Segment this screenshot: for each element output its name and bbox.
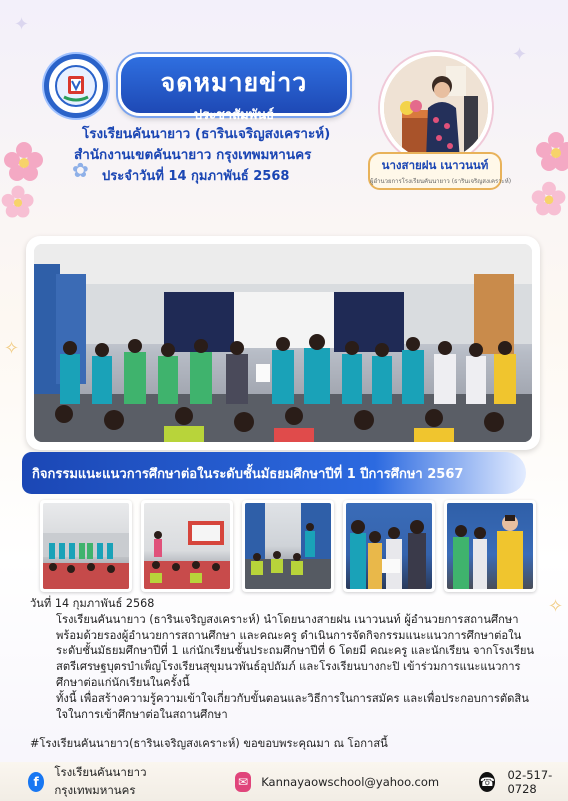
activity-photo-4 (343, 500, 435, 592)
director-position: ผู้อำนวยการโรงเรียนคันนายาว (ธารินเจริญสงเคราะห์) (370, 178, 512, 185)
director-name-box (368, 152, 512, 190)
activity-photo-2 (141, 500, 233, 592)
activity-photo-1 (40, 500, 132, 592)
sparkle-icon: ✦ (14, 14, 30, 35)
flower-decoration-right-top (534, 130, 568, 174)
article-paragraph: ทั้งนี้ เพื่อสร้างความรู้ความเข้าใจเกี่ยวกับขั้นตอนและวิธีการในการสมัคร และเพื่อประกอบการตัดสินใจในการเข้าศึกษาต่อในสถานศึกษา (56, 691, 529, 721)
activity-photo-5 (444, 500, 536, 592)
footer-contact-bar (0, 762, 568, 801)
school-logo (44, 54, 108, 118)
issue-date: ประจำวันที่ 14 กุมภาพันธ์ 2568 (102, 169, 290, 184)
school-name: โรงเรียนคันนายาว (ธารินเจริญสงเคราะห์) (82, 126, 331, 142)
sparkle-icon: ✧ (4, 338, 20, 359)
newsletter-title-box (118, 54, 350, 123)
article-date: วันที่ 14 กุมภาพันธ์ 2568 (30, 597, 155, 610)
article-hashtag: #โรงเรียนคันนายาว(ธารินเจริญสงเคราะห์) ขอขอบพระคุณมา ณ โอกาสนี้ (30, 737, 388, 751)
main-activity-photo (34, 244, 532, 442)
phone-icon[interactable]: ☎ (479, 772, 495, 792)
newsletter-title: จดหมายข่าว (160, 68, 308, 97)
district-name: สำนักงานเขตคันนายาว กรุงเทพมหานคร (74, 147, 312, 163)
school-emblem-icon (54, 64, 98, 108)
flower-decoration-left-bottom (0, 184, 36, 220)
director-name: นางสายฝน เนาวนนท์ (381, 158, 489, 172)
director-portrait (380, 52, 492, 164)
phone-number[interactable]: 02-517-0728 (507, 767, 553, 796)
sparkle-icon: ✧ (548, 596, 564, 617)
facebook-page-link[interactable]: โรงเรียนคันนายาว กรุงเทพมหานคร (54, 764, 147, 797)
activity-banner (22, 452, 526, 494)
flower-decoration-left-top (2, 140, 46, 184)
main-photo-frame (26, 236, 540, 450)
facebook-icon[interactable]: f (28, 772, 44, 792)
flower-decoration-right-bottom (530, 180, 568, 218)
article-paragraph: โรงเรียนคันนายาว (ธารินเจริญสงเคราะห์) นำโดยนางสายฝน เนาวนนท์ ผู้อำนวยการสถานศึกษา พร้อมด้วยรองผู้อำนวยการสถานศึกษา และคณะครู ดำเนินการจัดกิจกรรมแนะแนวการศึกษาต่อในระดับชั้นมัธยมศึกษาปีที่ 1 แก่นักเรียนชั้นประถมศึกษาปีที่ 6 โดยมี คณะครู และนักเรียน จากโรงเรียนสตรีเศรษฐบุตรบำเพ็ญโรงเรียนสุขุมนวพันธ์อุปถัมภ์ และโรงเรียนบางกะปิ เข้าร่วมการแนะแนวการศึกษาต่อแก่นักเรียนในครั้งนี้ (56, 612, 535, 689)
email-link[interactable]: Kannayaowschool@yahoo.com (261, 774, 440, 789)
article-body (30, 596, 540, 752)
flower-outline-icon: ✿ (72, 158, 89, 182)
newsletter-subtitle: ประชาสัมพันธ์ (193, 108, 275, 123)
sparkle-icon: ✦ (512, 44, 528, 65)
activity-title: กิจกรรมแนะแนวการศึกษาต่อในระดับชั้นมัธยมศึกษาปีที่ 1 ปีการศึกษา 2567 (32, 466, 464, 482)
mail-icon[interactable]: ✉ (235, 772, 251, 792)
activity-photo-3 (242, 500, 334, 592)
